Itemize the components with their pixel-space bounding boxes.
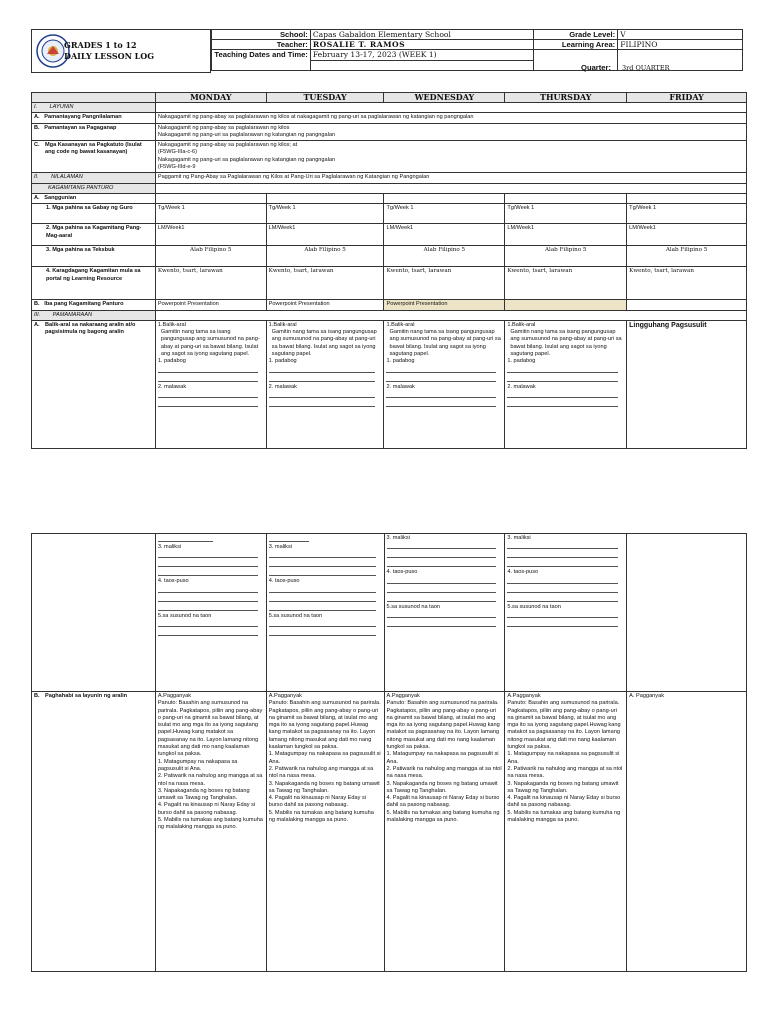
cell-karagdagan: Kwento, tsart, larawan [627, 267, 747, 300]
section-title: PAMAMARAAN [52, 311, 93, 318]
pagganyak-item-4: 4. Pagalit na kinausap ni Naray Eday si burso dahil sa pasong nabasag. [507, 795, 621, 809]
dates-label: Teaching Dates and Time: [212, 50, 311, 71]
section-number: III. [34, 311, 41, 318]
cell-teksbuk: Alab Filipino 5 [627, 246, 747, 267]
kasanayan-line-3: Nakagagamit ng pang-uri sa paglalarawan ng katangian ng pangngalan [157, 156, 336, 163]
header-logo-box [31, 29, 211, 73]
balik-monday [155, 320, 266, 448]
row-letter: A. [34, 321, 40, 328]
balik-title: 1.Balik-aral [157, 321, 186, 328]
day-monday: MONDAY [155, 93, 266, 103]
balik-item-3: 3. maliksi [268, 544, 293, 550]
empty-cell [155, 103, 746, 113]
answer-line [507, 542, 618, 549]
school-value: Capas Gabaldon Elementary School [310, 30, 534, 40]
answer-line [158, 375, 258, 382]
balik-item-2: 2. malawak [268, 383, 297, 390]
answer-line [269, 604, 376, 611]
balik-item-2: 2. malawak [507, 383, 536, 390]
answer-line [158, 595, 258, 602]
cell-ppt: Powerpoint Presentation [155, 300, 266, 310]
row-pamantayan-pagaganap [32, 123, 156, 141]
empty-cell [627, 534, 747, 692]
pagganyak-panuto: Panuto: Basahin ang sumusunod na parirala. Pagkatapos, piliin ang pang-abay o pang-uri na ginamit sa bawat bilang, at isulat mo ang mga ito sa iyong sagutang papel.Huwag kang matakot sa pagsasanay na ito. Layon lamang nitong masukat ang dati mo nang kaalaman tungkol sa paksa. [386, 700, 500, 751]
cell-lm: LM/Week1 [266, 224, 384, 246]
pagaganap-value [155, 123, 746, 141]
answer-line [269, 551, 376, 558]
pagganyak-item-5: 5. Mabilis na tumakas ang batang kumuha ng malalaking mangga sa puno. [268, 809, 374, 824]
quarter-value: 3rd QUARTER [622, 64, 670, 72]
balik-item-1: 1. padabog [268, 358, 297, 365]
cell-tg: Tg/Week 1 [155, 204, 266, 224]
empty-cell [505, 300, 627, 310]
pagganyak-title: A.Pagganyak [507, 693, 541, 699]
balik-instructions: Gamitin nang tama sa isang pangungusap ang sumusunod na pang-abay at pang-uri sa bawat bilang. Isulat ang sagot sa iyong sagutang papel. [160, 329, 260, 358]
row-kasanayan [32, 141, 156, 173]
day-tuesday: TUESDAY [266, 93, 384, 103]
answer-line [269, 375, 376, 382]
paghahabi-wednesday [384, 692, 505, 972]
row-label: Sanggunian [44, 194, 77, 201]
empty-cell [155, 310, 746, 320]
balik-item-3: 3. maliksi [386, 535, 410, 541]
answer-line [269, 569, 376, 576]
answer-line [507, 551, 618, 558]
cell-karagdagan: Kwento, tsart, larawan [505, 267, 627, 300]
cell-lm: LM/Week1 [505, 224, 627, 246]
pagganyak-item-2: 2. Patiwarik na nahulog ang mangga at sa ntol na nasa mesa. [268, 765, 374, 780]
row-letter: B. [34, 124, 40, 131]
teacher-label: Teacher: [212, 40, 311, 50]
cell-ppt: Powerpoint Presentation [384, 300, 505, 310]
cell-tg: Tg/Week 1 [384, 204, 505, 224]
cell-karagdagan: Kwento, tsart, larawan [155, 267, 266, 300]
balik-cont-monday [155, 534, 266, 692]
paghahabi-thursday [505, 692, 627, 972]
cell-ppt: Powerpoint Presentation [266, 300, 384, 310]
balik-item-1: 1. padabog [507, 358, 536, 365]
balik-title: 1.Balik-aral [268, 321, 297, 328]
balik-item-4: 4. taos-puso [268, 578, 300, 585]
pagganyak-item-5: 5. Mabilis na tumakas ang batang kumuha ng malalaking mangga sa puno. [157, 817, 263, 831]
balik-friday: Lingguhang Pagsusulit [627, 320, 747, 448]
kasanayan-line-4: (F5WG-IIId-e-9 [157, 164, 196, 171]
document-title [64, 40, 154, 62]
balik-instructions: Gamitin nang tama sa isang pangungusap ang sumusunod na pang-abay at pang-uri sa bawat bilang. Isulat ang sagot sa iyong sagutang papel. [510, 329, 622, 358]
balik-title: 1.Balik-aral [507, 321, 536, 328]
section-nilalaman [32, 173, 156, 183]
pagganyak-item-5: 5. Mabilis na tumakas ang batang kumuha ng malalaking mangga sa puno. [386, 809, 500, 824]
pagganyak-title: A.Pagganyak [386, 693, 420, 699]
row-iba-pang-kagamitan [32, 300, 156, 310]
dates-value: February 13-17, 2023 (WEEK 1) [310, 50, 534, 61]
answer-line [158, 629, 258, 636]
pagganyak-title: A.Pagganyak [268, 693, 302, 699]
pagganyak-item-4: 4. Pagalit na kinausap ni Naray Eday si burso dahil sa pasong nabasag. [268, 795, 367, 809]
balik-item-4: 4. taos-puso [157, 578, 189, 585]
grade-value: V [618, 30, 743, 40]
answer-line [507, 366, 618, 373]
row-letter: C. [34, 142, 40, 149]
pagganyak-item-2: 2. Patiwarik na nahulog ang mangga at sa ntol na nasa mesa. [507, 765, 623, 780]
nilalaman-value: Paggamit ng Pang-Abay sa Paglalarawan ng Kilos at Pang-Uri sa Paglalarawan ng Katangian ng Pangngalan [155, 173, 746, 183]
pagganyak-item-1: 1. Matagumpay na nakapasa sa pagsusulit si Ana. [507, 751, 620, 765]
row-label: Iba pang Kagamitang Panturo [44, 301, 124, 308]
pagaganap-line-2: Nakagagamit ng pang-uri sa paglalarawan ng katangian ng pangngalan [157, 131, 336, 138]
row-kagamitang-mag-aaral: 2. Mga pahina sa Kagamitang Pang-Mag-aaral [32, 224, 156, 246]
balik-thursday [505, 320, 627, 448]
grade-label: Grade Level: [534, 30, 618, 40]
answer-line [507, 375, 618, 382]
teacher-value: ROSALIE T. RAMOS [310, 40, 534, 50]
answer-line [158, 535, 213, 542]
pagganyak-title: A.Pagganyak [157, 693, 192, 699]
empty-cell [310, 60, 534, 71]
cell-teksbuk: Alab Filipino 5 [505, 246, 627, 267]
cell-teksbuk: Alab Filipino 5 [384, 246, 505, 267]
balik-instructions: Gamitin nang tama sa isang pangungusap ang sumusunod na pang-abay at pang-uri sa bawat bilang. Isulat ang sagot sa iyong sagutang papel. [271, 329, 377, 358]
empty-cell [505, 193, 627, 203]
pagganyak-item-1: 1. Matagumpay na nakapasa sa pagsusulit si Ana. [386, 751, 499, 765]
answer-line [507, 400, 618, 407]
answer-line [387, 560, 497, 567]
row-label: Pamantayan sa Pagaganap [44, 124, 117, 131]
kasanayan-line-2: (F5WG-IIIa-c-6) [157, 149, 197, 156]
answer-line [158, 569, 258, 576]
pagganyak-item-1: 1. Matagumpay na nakapasa sa pagsusulit si Ana. [268, 751, 381, 765]
school-label: School: [212, 30, 311, 40]
lesson-grid-top [31, 92, 747, 449]
title-line-1: GRADES 1 to 12 [64, 40, 137, 50]
balik-item-5: 5.sa susunod na taon [268, 612, 323, 619]
day-wednesday: WEDNESDAY [384, 93, 505, 103]
answer-line [386, 400, 496, 407]
section-title: LAYUNIN [49, 104, 74, 110]
lesson-grid-bottom [31, 533, 747, 972]
balik-cont-wednesday [384, 534, 505, 692]
day-thursday: THURSDAY [505, 93, 627, 103]
answer-line [158, 366, 258, 373]
empty-cell [266, 193, 384, 203]
balik-cont-tuesday [266, 534, 384, 692]
quarter-label: Quarter: [581, 63, 611, 72]
answer-line [507, 560, 618, 567]
row-balik-aral [32, 320, 156, 448]
answer-line [507, 611, 618, 618]
empty-cell [627, 300, 747, 310]
answer-line [269, 366, 376, 373]
balik-item-1: 1. padabog [157, 358, 186, 365]
balik-item-3: 3. maliksi [157, 544, 182, 550]
answer-line [269, 586, 376, 593]
balik-item-2: 2. malawak [157, 383, 187, 390]
cell-teksbuk: Alab Filipino 5 [155, 246, 266, 267]
paghahabi-tuesday [266, 692, 384, 972]
section-title: KAGAMITANG PANTURO [48, 184, 114, 191]
section-pamamaraan [32, 310, 156, 320]
answer-line [158, 560, 258, 567]
answer-line [387, 542, 497, 549]
pagganyak-item-3: 3. Napakaganda ng boses ng batang umawit sa Tawag ng Tanghalan. [157, 787, 250, 802]
row-letter: A. [34, 114, 40, 121]
cell-lm: LM/Week1 [384, 224, 505, 246]
area-label: Learning Area: [534, 40, 618, 50]
balik-instructions: Gamitin nang tama sa isang pangungusap ang sumusunod na pang-abay at pang-uri sa bawat bilang. Isulat ang sagot sa iyong sagutang papel. [389, 329, 501, 358]
answer-line [507, 391, 618, 398]
row-label: Balik-aral sa nakaraang aralin at/o pagsisimula ng bagong aralin [45, 321, 136, 336]
answer-line [158, 604, 258, 611]
pangnilalaman-value: Nakagagamit ng pang-abay sa paglalarawan ng kilos at nakagagamit ng pang-uri sa paglalarawan ng katangian ng pangngalan [155, 113, 746, 123]
balik-title: 1.Balik-aral [386, 321, 415, 328]
row-karagdagang-kagamitan: 4. Karagdagang Kagamitan mula sa portal ng Learning Resource [32, 267, 156, 300]
answer-line [507, 620, 618, 627]
answer-line [269, 400, 376, 407]
cell-tg: Tg/Week 1 [505, 204, 627, 224]
row-letter: B. [34, 693, 40, 699]
title-line-2: DAILY LESSON LOG [64, 51, 155, 61]
pagganyak-item-2: 2. Patiwarik na nahulog ang mangga at sa ntol na nasa mesa. [157, 773, 263, 787]
row-paghahabi [32, 692, 156, 972]
answer-line [269, 560, 376, 567]
pagganyak-item-4: 4. Pagalit na kinausap ni Naray Eday si burso dahil sa pasong nabasag. [157, 802, 256, 816]
balik-item-3: 3. maliksi [507, 535, 531, 541]
area-value: FILIPINO [618, 40, 743, 50]
paghahabi-friday: A. Pagganyak [627, 692, 747, 972]
balik-item-5: 5.sa susunod na taon [386, 603, 441, 610]
cell-karagdagan: Kwento, tsart, larawan [266, 267, 384, 300]
answer-line [387, 551, 497, 558]
section-title: NILALAMAN [51, 174, 83, 181]
balik-item-5: 5.sa susunod na taon [157, 612, 212, 619]
answer-line [387, 577, 497, 584]
answer-line [387, 620, 497, 627]
row-letter: B. [34, 301, 40, 308]
pagganyak-item-5: 5. Mabilis na tumakas ang batang kumuha ng malalaking mangga sa puno. [507, 809, 621, 824]
answer-line [507, 595, 618, 602]
cell-tg: Tg/Week 1 [266, 204, 384, 224]
answer-line [386, 366, 496, 373]
answer-line [158, 391, 258, 398]
row-pamantayang-pangnilalaman [32, 113, 156, 123]
balik-wednesday [384, 320, 505, 448]
kasanayan-line-1: Nakagagamit ng pang-abay sa paglalarawan ng kilos; at [157, 142, 298, 149]
section-layunin [32, 103, 156, 113]
answer-line [387, 595, 497, 602]
answer-line [269, 620, 376, 627]
answer-line [387, 586, 497, 593]
answer-line [158, 586, 258, 593]
answer-line [387, 611, 497, 618]
pagganyak-panuto: Panuto: Basahin ang sumusunod na parirala. Pagkatapos, piliin ang pang-abay o pang-uri na ginamit sa bawat bilang, at isulat mo ang mga ito sa iyong sagutang papel.Huwag kang matakot sa pagsasanay na ito. Layon lamang nitong masukat ang dati mo nang kaalaman tungkol sa paksa. [268, 700, 381, 751]
row-label: Mga Kasanayan sa Pagkatuto (Isulat ang code ng bawat kasanayan) [45, 142, 142, 156]
answer-line [269, 391, 376, 398]
cell-lm: LM/Week1 [155, 224, 266, 246]
empty-cell [627, 193, 747, 203]
empty-cell [155, 193, 266, 203]
pagganyak-panuto: Panuto: Basahin ang sumusunod na parirala. Pagkatapos, piliin ang pang-abay o pang-uri na ginamit sa bawat bilang, at isulat mo ang mga ito sa iyong sagutang papel.Huwag kang matakot sa pagsasanay na ito. Layon lamang nitong masukat ang dati mo nang kaalaman tungkol sa paksa. [157, 700, 263, 758]
pagganyak-item-3: 3. Napakaganda ng boses ng batang umawit sa Tawag ng Tanghalan. [268, 780, 380, 794]
answer-line [158, 620, 258, 627]
row-letter: A. [34, 194, 40, 201]
balik-item-4: 4. taos-puso [507, 569, 539, 576]
row-sanggunian [32, 193, 156, 203]
empty-cell [155, 183, 746, 193]
row-gabay-guro: 1. Mga pahina sa Gabay ng Guro [32, 204, 156, 224]
answer-line [158, 551, 258, 558]
cell-lm: LM/Week1 [627, 224, 747, 246]
pagganyak-item-2: 2. Patiwarik na nahulog ang mangga at sa ntol na nasa mesa. [386, 765, 502, 780]
balik-item-2: 2. malawak [386, 383, 415, 390]
section-kagamitan [32, 183, 156, 193]
pagganyak-item-3: 3. Napakaganda ng boses ng batang umawit sa Tawag ng Tanghalan. [386, 780, 498, 794]
kasanayan-value [155, 141, 746, 173]
cell-tg: Tg/Week 1 [627, 204, 747, 224]
row-teksbuk: 3. Mga pahina sa Teksbuk [32, 246, 156, 267]
row-label: Paghahabi sa layunin ng aralin [45, 693, 128, 699]
cell-teksbuk: Alab Filipino 5 [266, 246, 384, 267]
section-number: I. [34, 104, 38, 110]
pagganyak-item-1: 1. Matagumpay na nakapasa sa pagsusulit si Ana. [157, 758, 238, 772]
pagaganap-line-1: Nakagagamit ng pang-abay sa paglalarawan ng kilos [157, 124, 290, 131]
pagganyak-item-4: 4. Pagalit na kinausap ni Naray Eday si burso dahil sa pasong nabasag. [386, 795, 500, 809]
balik-item-4: 4. taos-puso [386, 569, 418, 576]
balik-tuesday [266, 320, 384, 448]
answer-line [507, 577, 618, 584]
pagganyak-item-3: 3. Napakaganda ng boses ng batang umawit sa Tawag ng Tanghalan. [507, 780, 619, 794]
balik-item-5: 5.sa susunod na taon [507, 603, 561, 610]
empty-cell [32, 534, 156, 692]
answer-line [386, 391, 496, 398]
section-number: II. [34, 174, 39, 181]
answer-line [386, 375, 496, 382]
paghahabi-monday [155, 692, 266, 972]
cell-karagdagan: Kwento, tsart, larawan [384, 267, 505, 300]
answer-line [158, 400, 258, 407]
pagganyak-panuto: Panuto: Basahin ang sumusunod na parirala. Pagkatapos, piliin ang pang-abay o pang-uri na ginamit sa bawat bilang, at isulat mo ang mga ito sa iyong sagutang papel.Huwag kang matakot sa pagsasanay na ito. Layon lamang nitong masukat ang dati mo nang kaalaman tungkol sa paksa. [507, 700, 621, 751]
balik-cont-thursday [505, 534, 627, 692]
answer-line [507, 586, 618, 593]
answer-line [269, 629, 376, 636]
day-friday: FRIDAY [627, 93, 747, 103]
answer-line [269, 535, 309, 542]
empty-cell [384, 193, 505, 203]
answer-line [269, 595, 376, 602]
corner-cell [32, 93, 156, 103]
row-label: Pamantayang Pangnilalaman [44, 114, 122, 121]
balik-item-1: 1. padabog [386, 358, 415, 365]
